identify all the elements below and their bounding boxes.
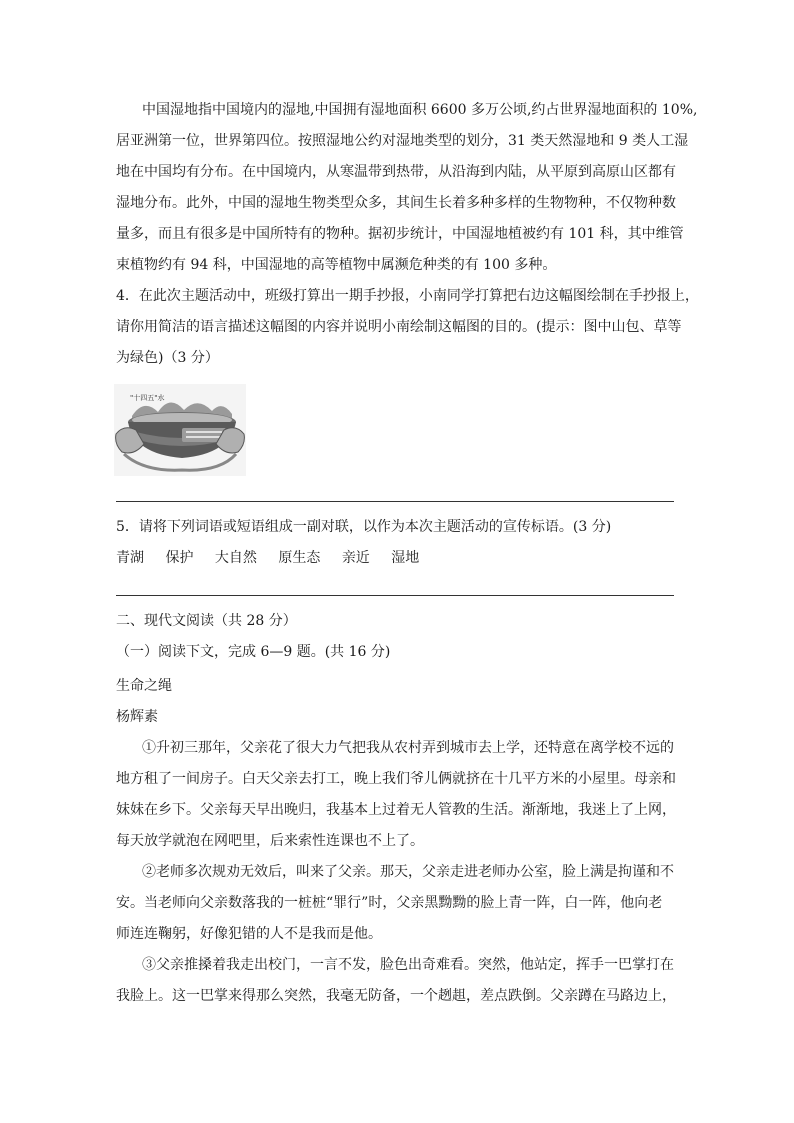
wetland-paragraph-line: 中国湿地指中国境内的湿地,中国拥有湿地面积 6600 多万公顷,约占世界湿地面积的 10%, bbox=[142, 102, 698, 118]
word-option: 亲近 bbox=[341, 550, 370, 566]
article-paragraph-line: ②老师多次规劝无效后，叫来了父亲。那天，父亲走进老师办公室，脸上满是拘谨和不 bbox=[142, 864, 674, 880]
word-options bbox=[116, 549, 436, 567]
article-paragraph-line: 师连连鞠躬，好像犯错的人不是我而是他。 bbox=[116, 926, 382, 942]
question-4-line: 为绿色)（3 分） bbox=[116, 350, 219, 366]
article-title: 生命之绳 bbox=[116, 678, 172, 694]
question-5: 5．请将下列词语或短语组成一副对联，以作为本次主题活动的宣传标语。(3 分) bbox=[116, 519, 612, 535]
hands-holding-lake-illustration bbox=[114, 384, 246, 476]
wetland-paragraph-line: 居亚洲第一位，世界第四位。按照湿地公约对湿地类型的划分，31 类天然湿地和 9 类人工湿 bbox=[116, 133, 689, 149]
article-paragraph-line: 安。当老师向父亲数落我的一桩桩“罪行”时，父亲黑黝黝的脸上青一阵，白一阵，他向老 bbox=[116, 895, 663, 911]
wetland-paragraph-line: 束植物约有 94 科，中国湿地的高等植物中属濒危种类的有 100 多种。 bbox=[116, 257, 557, 273]
wetland-paragraph-line: 湿地分布。此外，中国的湿地生物类型众多，其间生长着多种多样的生物物种，不仅物种数 bbox=[116, 195, 676, 211]
article-paragraph-line: 妹妹在乡下。父亲每天早出晚归，我基本上过着无人管教的生活。渐渐地，我迷上了上网， bbox=[116, 802, 676, 818]
article-paragraph-line: 我脸上。这一巴掌来得那么突然，我毫无防备，一个趔趄，差点跌倒。父亲蹲在马路边上， bbox=[116, 988, 676, 1004]
word-option: 青湖 bbox=[116, 550, 144, 566]
wetland-paragraph-line: 地在中国均有分布。在中国境内，从寒温带到热带，从沿海到内陆，从平原到高原山区都有 bbox=[116, 164, 676, 180]
part-heading: （一）阅读下文，完成 6—9 题。(共 16 分) bbox=[116, 644, 391, 660]
question-4-line: 请你用简洁的语言描述这幅图的内容并说明小南绘制这幅图的目的。(提示：图中山包、草等 bbox=[116, 319, 682, 335]
question-4-line: 4．在此次主题活动中，班级打算出一期手抄报，小南同学打算把右边这幅图绘制在手抄报上， bbox=[116, 288, 699, 304]
word-option: 保护 bbox=[165, 550, 194, 566]
wetland-paragraph-line: 量多，而且有很多是中国所特有的物种。据初步统计，中国湿地植被约有 101 科，其中维管 bbox=[116, 226, 684, 242]
word-option: 原生态 bbox=[278, 550, 321, 566]
figure-banner-text: "十四五"水 bbox=[130, 394, 165, 402]
answer-line bbox=[116, 501, 674, 502]
article-paragraph-line: 地方租了一间房子。白天父亲去打工，晚上我们爷儿俩就挤在十几平方米的小屋里。母亲和 bbox=[116, 771, 676, 787]
section-heading: 二、现代文阅读（共 28 分） bbox=[116, 613, 297, 629]
word-option: 大自然 bbox=[214, 550, 257, 566]
word-option: 湿地 bbox=[391, 550, 420, 566]
article-paragraph-line: ③父亲推搡着我走出校门，一言不发，脸色出奇难看。突然，他站定，挥手一巴掌打在 bbox=[142, 957, 674, 973]
article-paragraph-line: ①升初三那年，父亲花了很大力气把我从农村弄到城市去上学，还特意在离学校不远的 bbox=[142, 740, 674, 756]
answer-line bbox=[116, 595, 674, 596]
article-paragraph-line: 每天放学就泡在网吧里，后来索性连课也不上了。 bbox=[116, 833, 424, 849]
article-author: 杨辉素 bbox=[116, 709, 158, 725]
